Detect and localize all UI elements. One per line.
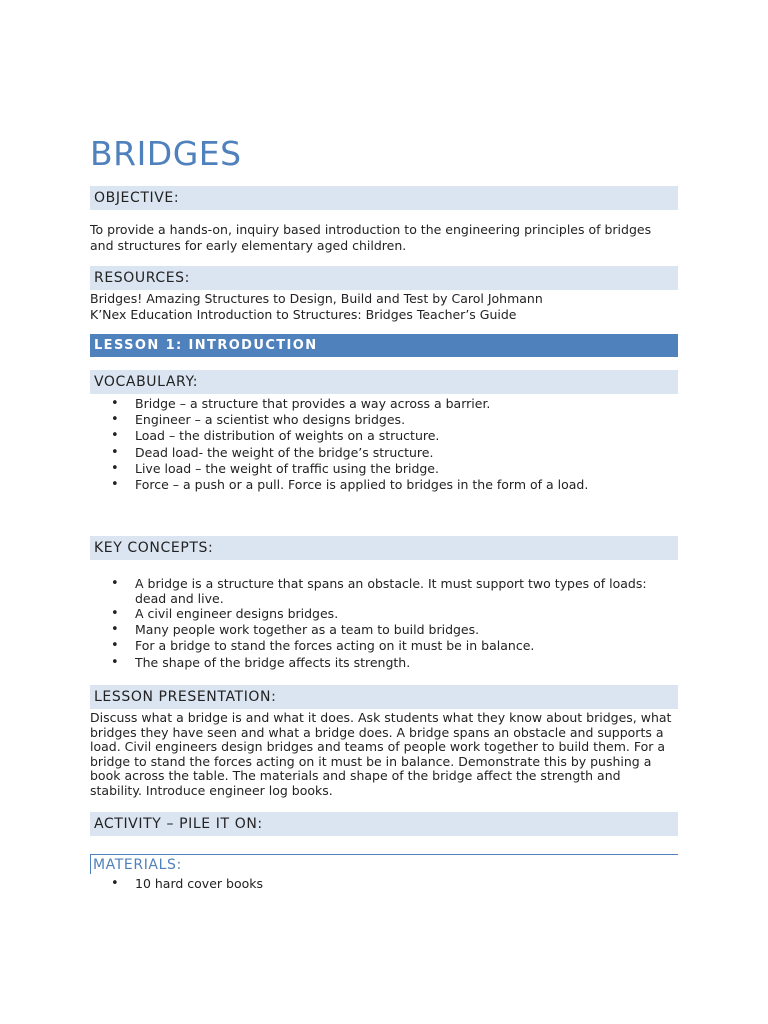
presentation-line: bridges they have seen and what a bridge does. A bridge spans an obstacle and supports a — [90, 724, 664, 740]
objective-heading: OBJECTIVE: — [90, 186, 678, 210]
presentation-line: book across the table. The materials and shape of the bridge affect the strength and — [90, 768, 621, 784]
list-item: • Many people work together as a team to build bridges. — [90, 622, 660, 638]
list-item: • Load – the distribution of weights on a structure. — [90, 428, 678, 444]
lesson-heading: LESSON 1: INTRODUCTION — [90, 334, 678, 357]
list-item: • 10 hard cover books — [90, 876, 678, 892]
list-item: • A civil engineer designs bridges. — [90, 606, 660, 622]
presentation-line: load. Civil engineers design bridges and teams of people work together to build them. For a — [90, 739, 665, 755]
vocabulary-heading: VOCABULARY: — [90, 370, 678, 394]
list-item: • Dead load- the weight of the bridge’s structure. — [90, 445, 678, 461]
list-item: • For a bridge to stand the forces acting on it must be in balance. — [90, 638, 660, 654]
presentation-line: stability. Introduce engineer log books. — [90, 782, 333, 798]
lesson-presentation-heading: LESSON PRESENTATION: — [90, 685, 678, 709]
resources-heading: RESOURCES: — [90, 266, 678, 290]
document-title: BRIDGES — [90, 134, 242, 173]
resource-line: Bridges! Amazing Structures to Design, Build and Test by Carol Johmann — [90, 291, 543, 306]
presentation-line: bridge to stand the forces acting on it must be in balance. Demonstrate this by pushing a — [90, 753, 652, 769]
list-item: • Engineer – a scientist who designs bridges. — [90, 412, 678, 428]
list-item: • A bridge is a structure that spans an obstacle. It must support two types of loads: dead and live. — [90, 576, 660, 606]
resource-line: K’Nex Education Introduction to Structures: Bridges Teacher’s Guide — [90, 307, 517, 322]
key-concepts-heading: KEY CONCEPTS: — [90, 536, 678, 560]
list-item: • Bridge – a structure that provides a way across a barrier. — [90, 396, 678, 412]
objective-line: To provide a hands-on, inquiry based introduction to the engineering principles of bridges — [90, 222, 652, 237]
objective-line: and structures for early elementary aged children. — [90, 238, 407, 253]
presentation-line: Discuss what a bridge is and what it does. Ask students what they know about bridges, what — [90, 710, 672, 725]
materials-heading: MATERIALS: — [90, 854, 678, 874]
lesson-presentation-text — [90, 711, 678, 799]
list-item: • Force – a push or a pull. Force is applied to bridges in the form of a load. — [90, 477, 678, 493]
vocabulary-list — [90, 396, 678, 493]
key-concepts-list — [90, 576, 660, 671]
resources-list — [90, 291, 678, 323]
objective-text — [90, 222, 678, 254]
activity-heading: ACTIVITY – PILE IT ON: — [90, 812, 678, 836]
list-item: • The shape of the bridge affects its strength. — [90, 655, 660, 671]
list-item: • Live load – the weight of traffic using the bridge. — [90, 461, 678, 477]
materials-list — [90, 876, 678, 892]
